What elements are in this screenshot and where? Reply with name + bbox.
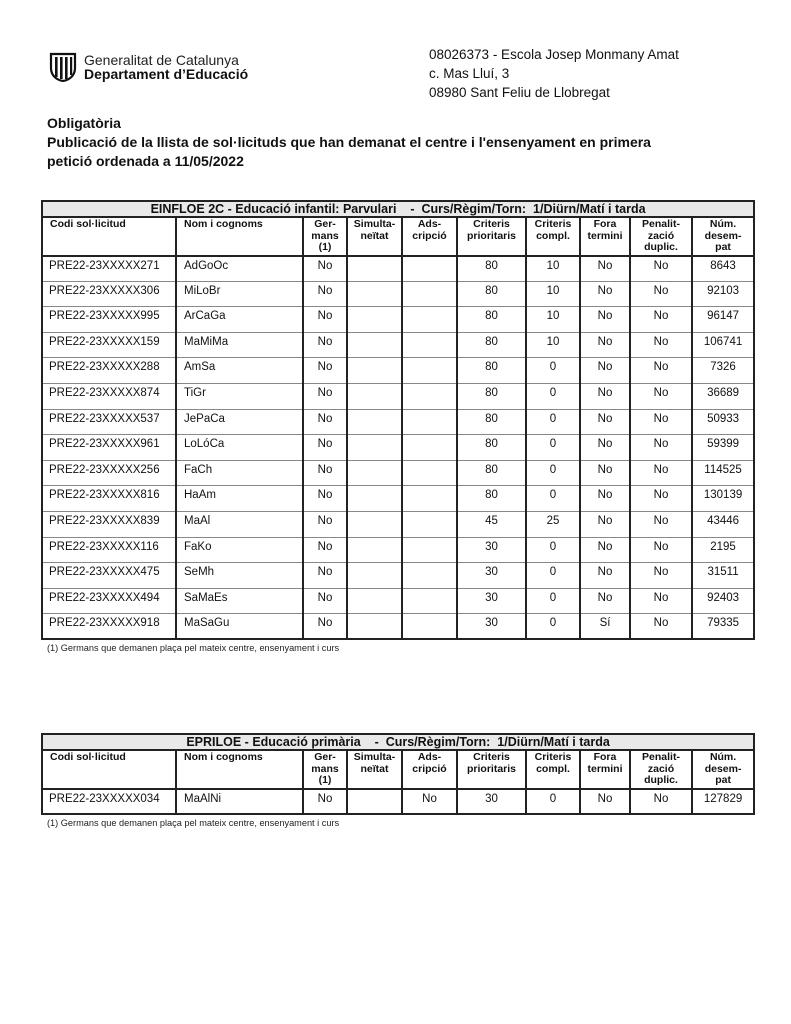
cell-num-desempat: 130139 [692,486,754,512]
cell-nom-cognoms: MaAlNi [176,789,303,815]
generalitat-shield-icon [48,52,78,82]
generalitat-logo [48,52,248,82]
column-header-criteris-compl: Criteris compl. [526,217,580,256]
cell-germans: No [303,332,347,358]
cell-adscripcio [402,588,457,614]
cell-codi-solicitud: PRE22-23XXXXX537 [42,409,176,435]
school-address: c. Mas Lluí, 3 [429,66,510,81]
column-header-fora-termini: Fora termini [580,217,630,256]
column-header-num-desempat: Núm. desem- pat [692,750,754,789]
cell-num-desempat: 50933 [692,409,754,435]
cell-nom-cognoms: SaMaEs [176,588,303,614]
cell-criteris-compl: 0 [526,409,580,435]
cell-criteris-compl: 10 [526,307,580,333]
cell-simultaneitat [347,383,402,409]
cell-nom-cognoms: SeMh [176,563,303,589]
cell-germans: No [303,563,347,589]
cell-criteris-prioritaris: 30 [457,614,526,640]
cell-criteris-prioritaris: 80 [457,460,526,486]
cell-criteris-compl: 0 [526,563,580,589]
cell-fora-termini: No [580,537,630,563]
table-header-row [42,750,754,789]
cell-germans: No [303,486,347,512]
school-code-name: 08026373 - Escola Josep Monmany Amat [429,47,679,62]
cell-adscripcio: No [402,789,457,815]
table-row [42,789,754,815]
cell-criteris-compl: 0 [526,383,580,409]
cell-adscripcio [402,383,457,409]
cell-germans: No [303,511,347,537]
table-row [42,511,754,537]
cell-num-desempat: 92103 [692,281,754,307]
cell-nom-cognoms: AmSa [176,358,303,384]
cell-adscripcio [402,511,457,537]
cell-codi-solicitud: PRE22-23XXXXX306 [42,281,176,307]
cell-fora-termini: No [580,383,630,409]
cell-germans: No [303,281,347,307]
cell-fora-termini: No [580,332,630,358]
cell-fora-termini: No [580,511,630,537]
table-row [42,409,754,435]
cell-adscripcio [402,460,457,486]
applications-table [41,733,755,815]
cell-num-desempat: 59399 [692,435,754,461]
cell-fora-termini: No [580,435,630,461]
cell-penalitzacio-duplic: No [630,486,692,512]
cell-nom-cognoms: MaAl [176,511,303,537]
cell-num-desempat: 2195 [692,537,754,563]
cell-codi-solicitud: PRE22-23XXXXX961 [42,435,176,461]
cell-germans: No [303,614,347,640]
cell-codi-solicitud: PRE22-23XXXXX256 [42,460,176,486]
cell-germans: No [303,383,347,409]
column-header-penalitzacio-duplic: Penalit- zació duplic. [630,217,692,256]
column-header-nom-cognoms: Nom i cognoms [176,750,303,789]
cell-criteris-prioritaris: 80 [457,409,526,435]
cell-penalitzacio-duplic: No [630,435,692,461]
cell-penalitzacio-duplic: No [630,332,692,358]
cell-codi-solicitud: PRE22-23XXXXX874 [42,383,176,409]
cell-criteris-prioritaris: 80 [457,383,526,409]
cell-simultaneitat [347,256,402,282]
cell-criteris-prioritaris: 80 [457,332,526,358]
column-header-fora-termini: Fora termini [580,750,630,789]
cell-num-desempat: 31511 [692,563,754,589]
cell-penalitzacio-duplic: No [630,358,692,384]
column-header-adscripcio: Ads- cripció [402,217,457,256]
column-header-germans: Ger- mans (1) [303,750,347,789]
table-header-row [42,217,754,256]
cell-criteris-compl: 0 [526,486,580,512]
cell-nom-cognoms: ArCaGa [176,307,303,333]
table-row [42,614,754,640]
school-postal-city: 08980 Sant Feliu de Llobregat [429,85,610,100]
cell-fora-termini: No [580,588,630,614]
cell-fora-termini: No [580,256,630,282]
cell-germans: No [303,460,347,486]
cell-germans: No [303,256,347,282]
cell-simultaneitat [347,614,402,640]
table-row [42,563,754,589]
cell-adscripcio [402,486,457,512]
column-header-criteris-prioritaris: Criteris prioritaris [457,217,526,256]
table-row [42,281,754,307]
cell-codi-solicitud: PRE22-23XXXXX116 [42,537,176,563]
table-row [42,358,754,384]
table-row [42,537,754,563]
table-row [42,588,754,614]
logo-department-text: Departament d’Educació [84,66,249,82]
column-header-num-desempat: Núm. desem- pat [692,217,754,256]
cell-penalitzacio-duplic: No [630,307,692,333]
table-caption: EINFLOE 2C - Educació infantil: Parvulari - Curs/Règim/Torn: 1/Diürn/Matí i tarda [42,201,754,217]
cell-fora-termini: No [580,789,630,815]
cell-simultaneitat [347,486,402,512]
table-row [42,486,754,512]
cell-fora-termini: No [580,460,630,486]
cell-fora-termini: Sí [580,614,630,640]
cell-criteris-prioritaris: 80 [457,486,526,512]
cell-num-desempat: 92403 [692,588,754,614]
cell-adscripcio [402,256,457,282]
cell-codi-solicitud: PRE22-23XXXXX034 [42,789,176,815]
table-body [42,256,754,640]
title-category: Obligatòria [47,115,121,131]
footnote: (1) Germans que demanen plaça pel mateix centre, ensenyament i curs [47,818,340,829]
cell-nom-cognoms: MaSaGu [176,614,303,640]
column-header-simultaneitat: Simulta- neïtat [347,217,402,256]
cell-nom-cognoms: AdGoOc [176,256,303,282]
cell-criteris-compl: 0 [526,614,580,640]
cell-adscripcio [402,307,457,333]
column-header-codi-solicitud: Codi sol·licitud [42,750,176,789]
applications-table-einfloe [41,200,753,653]
cell-fora-termini: No [580,281,630,307]
cell-adscripcio [402,435,457,461]
cell-codi-solicitud: PRE22-23XXXXX271 [42,256,176,282]
cell-germans: No [303,307,347,333]
cell-fora-termini: No [580,358,630,384]
cell-nom-cognoms: TiGr [176,383,303,409]
cell-penalitzacio-duplic: No [630,256,692,282]
cell-penalitzacio-duplic: No [630,789,692,815]
cell-simultaneitat [347,307,402,333]
cell-simultaneitat [347,588,402,614]
cell-penalitzacio-duplic: No [630,460,692,486]
cell-criteris-compl: 0 [526,588,580,614]
cell-penalitzacio-duplic: No [630,281,692,307]
cell-codi-solicitud: PRE22-23XXXXX816 [42,486,176,512]
cell-penalitzacio-duplic: No [630,383,692,409]
cell-simultaneitat [347,537,402,563]
cell-criteris-prioritaris: 80 [457,307,526,333]
cell-codi-solicitud: PRE22-23XXXXX839 [42,511,176,537]
cell-simultaneitat [347,563,402,589]
cell-criteris-prioritaris: 30 [457,789,526,815]
cell-adscripcio [402,409,457,435]
table-row [42,460,754,486]
cell-criteris-compl: 0 [526,460,580,486]
cell-simultaneitat [347,789,402,815]
column-header-simultaneitat: Simulta- neïtat [347,750,402,789]
cell-germans: No [303,409,347,435]
cell-simultaneitat [347,281,402,307]
cell-fora-termini: No [580,563,630,589]
cell-codi-solicitud: PRE22-23XXXXX995 [42,307,176,333]
column-header-criteris-compl: Criteris compl. [526,750,580,789]
cell-codi-solicitud: PRE22-23XXXXX475 [42,563,176,589]
cell-nom-cognoms: JePaCa [176,409,303,435]
table-row [42,332,754,358]
cell-codi-solicitud: PRE22-23XXXXX918 [42,614,176,640]
cell-criteris-prioritaris: 30 [457,563,526,589]
cell-fora-termini: No [580,307,630,333]
cell-criteris-prioritaris: 45 [457,511,526,537]
table-row [42,307,754,333]
cell-criteris-compl: 0 [526,537,580,563]
column-header-germans: Ger- mans (1) [303,217,347,256]
cell-penalitzacio-duplic: No [630,511,692,537]
applications-table [41,200,755,640]
cell-criteris-compl: 0 [526,358,580,384]
cell-nom-cognoms: MaMiMa [176,332,303,358]
cell-criteris-prioritaris: 80 [457,256,526,282]
cell-codi-solicitud: PRE22-23XXXXX159 [42,332,176,358]
cell-nom-cognoms: FaKo [176,537,303,563]
cell-nom-cognoms: MiLoBr [176,281,303,307]
cell-germans: No [303,537,347,563]
cell-penalitzacio-duplic: No [630,563,692,589]
cell-criteris-compl: 0 [526,789,580,815]
cell-penalitzacio-duplic: No [630,409,692,435]
cell-codi-solicitud: PRE22-23XXXXX494 [42,588,176,614]
cell-criteris-prioritaris: 30 [457,537,526,563]
cell-fora-termini: No [580,409,630,435]
cell-adscripcio [402,563,457,589]
cell-num-desempat: 106741 [692,332,754,358]
cell-criteris-compl: 25 [526,511,580,537]
cell-nom-cognoms: HaAm [176,486,303,512]
school-info [429,45,679,102]
cell-num-desempat: 114525 [692,460,754,486]
applications-table-epriloe [41,733,753,828]
footnote: (1) Germans que demanen plaça pel mateix centre, ensenyament i curs [47,643,340,654]
table-body [42,789,754,815]
cell-adscripcio [402,281,457,307]
table-row [42,435,754,461]
cell-nom-cognoms: LoLóCa [176,435,303,461]
cell-simultaneitat [347,358,402,384]
cell-penalitzacio-duplic: No [630,614,692,640]
cell-adscripcio [402,537,457,563]
cell-criteris-compl: 10 [526,256,580,282]
table-row [42,256,754,282]
table-caption: EPRILOE - Educació primària - Curs/Règim/Torn: 1/Diürn/Matí i tarda [42,734,754,750]
cell-adscripcio [402,614,457,640]
cell-germans: No [303,588,347,614]
cell-simultaneitat [347,511,402,537]
cell-germans: No [303,435,347,461]
cell-nom-cognoms: FaCh [176,460,303,486]
title-publication: Publicació de la llista de sol·licituds que han demanat el centre i l'ensenyament en primera [47,134,651,150]
cell-num-desempat: 43446 [692,511,754,537]
page-title [47,114,747,171]
cell-num-desempat: 8643 [692,256,754,282]
cell-criteris-compl: 0 [526,435,580,461]
table-row [42,383,754,409]
cell-germans: No [303,789,347,815]
cell-num-desempat: 36689 [692,383,754,409]
cell-num-desempat: 79335 [692,614,754,640]
logo-generalitat-text: Generalitat de Catalunya [84,52,239,68]
column-header-nom-cognoms: Nom i cognoms [176,217,303,256]
cell-criteris-prioritaris: 80 [457,281,526,307]
cell-simultaneitat [347,435,402,461]
cell-adscripcio [402,358,457,384]
cell-num-desempat: 7326 [692,358,754,384]
cell-criteris-prioritaris: 30 [457,588,526,614]
cell-num-desempat: 127829 [692,789,754,815]
cell-criteris-prioritaris: 80 [457,435,526,461]
cell-criteris-compl: 10 [526,332,580,358]
cell-simultaneitat [347,332,402,358]
cell-simultaneitat [347,460,402,486]
cell-num-desempat: 96147 [692,307,754,333]
title-date: petició ordenada a 11/05/2022 [47,153,244,169]
cell-germans: No [303,358,347,384]
cell-penalitzacio-duplic: No [630,588,692,614]
cell-criteris-compl: 10 [526,281,580,307]
cell-codi-solicitud: PRE22-23XXXXX288 [42,358,176,384]
cell-penalitzacio-duplic: No [630,537,692,563]
column-header-adscripcio: Ads- cripció [402,750,457,789]
column-header-criteris-prioritaris: Criteris prioritaris [457,750,526,789]
cell-adscripcio [402,332,457,358]
cell-fora-termini: No [580,486,630,512]
cell-simultaneitat [347,409,402,435]
column-header-codi-solicitud: Codi sol·licitud [42,217,176,256]
column-header-penalitzacio-duplic: Penalit- zació duplic. [630,750,692,789]
cell-criteris-prioritaris: 80 [457,358,526,384]
